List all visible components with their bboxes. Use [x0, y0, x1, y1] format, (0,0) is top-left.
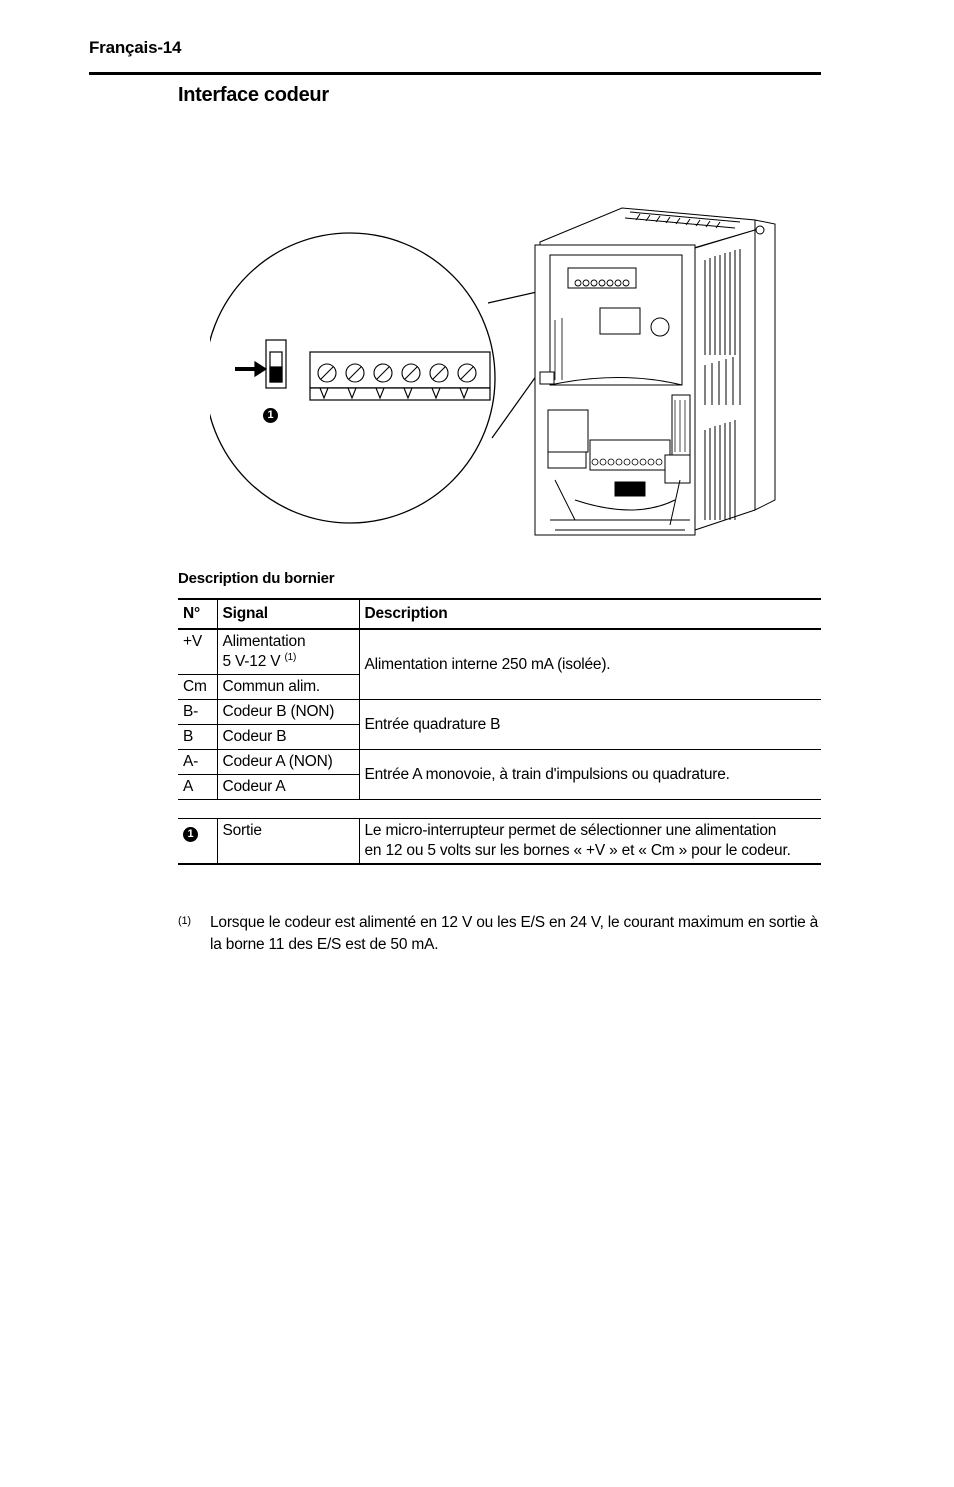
- dip-switch: [266, 340, 286, 388]
- callout-1-icon: 1: [183, 827, 198, 842]
- header-num: N°: [178, 599, 217, 629]
- row-signal: Codeur A (NON): [217, 750, 359, 775]
- row-description: Alimentation interne 250 mA (isolée).: [359, 629, 821, 700]
- row-num: A: [178, 775, 217, 800]
- table-row: [178, 700, 821, 725]
- row-description: [359, 819, 821, 865]
- callout-1-icon: 1: [263, 408, 278, 423]
- table-row: [178, 750, 821, 775]
- header-rule: [89, 72, 821, 75]
- row-description: Entrée A monovoie, à train d'impulsions ou quadrature.: [359, 750, 821, 800]
- header-description: Description: [359, 599, 821, 629]
- row-description: Entrée quadrature B: [359, 700, 821, 750]
- description-line2: en 12 ou 5 volts sur les bornes « +V » et « Cm » pour le codeur.: [364, 842, 791, 859]
- description-line1: Le micro-interrupteur permet de sélectionner une alimentation: [364, 822, 777, 839]
- row-signal: Codeur A: [217, 775, 359, 800]
- table-spacer: [178, 800, 821, 819]
- footnote-ref: (1): [284, 652, 297, 663]
- row-signal: Commun alim.: [217, 675, 359, 700]
- table-caption: Description du bornier: [178, 570, 335, 587]
- row-num: +V: [178, 629, 217, 675]
- section-title: Interface codeur: [178, 84, 329, 106]
- footnote-mark: (1): [178, 915, 191, 927]
- encoder-figure: [210, 200, 785, 550]
- terminal-table: [178, 598, 821, 865]
- header-signal: Signal: [217, 599, 359, 629]
- row-signal: Codeur B: [217, 725, 359, 750]
- signal-line1: Alimentation: [222, 633, 306, 650]
- terminal-block: [310, 352, 490, 400]
- table-row: [178, 629, 821, 675]
- signal-line2: 5 V-12 V: [222, 653, 281, 670]
- row-num: B-: [178, 700, 217, 725]
- drive-body: [535, 208, 775, 535]
- row-num: A-: [178, 750, 217, 775]
- drive-illustration: [210, 200, 785, 545]
- table-row-output: [178, 819, 821, 865]
- page-label: Français-14: [89, 38, 182, 57]
- row-signal: Sortie: [217, 819, 359, 865]
- table-header-row: [178, 599, 821, 629]
- row-num: [178, 819, 217, 865]
- footnote-text: Lorsque le codeur est alimenté en 12 V ou les E/S en 24 V, le courant maximum en sortie à la borne 11 des E/S est de 50 mA.: [210, 914, 819, 953]
- row-num: Cm: [178, 675, 217, 700]
- row-num: B: [178, 725, 217, 750]
- footnote: [178, 912, 821, 956]
- row-signal: [217, 629, 359, 675]
- row-signal: Codeur B (NON): [217, 700, 359, 725]
